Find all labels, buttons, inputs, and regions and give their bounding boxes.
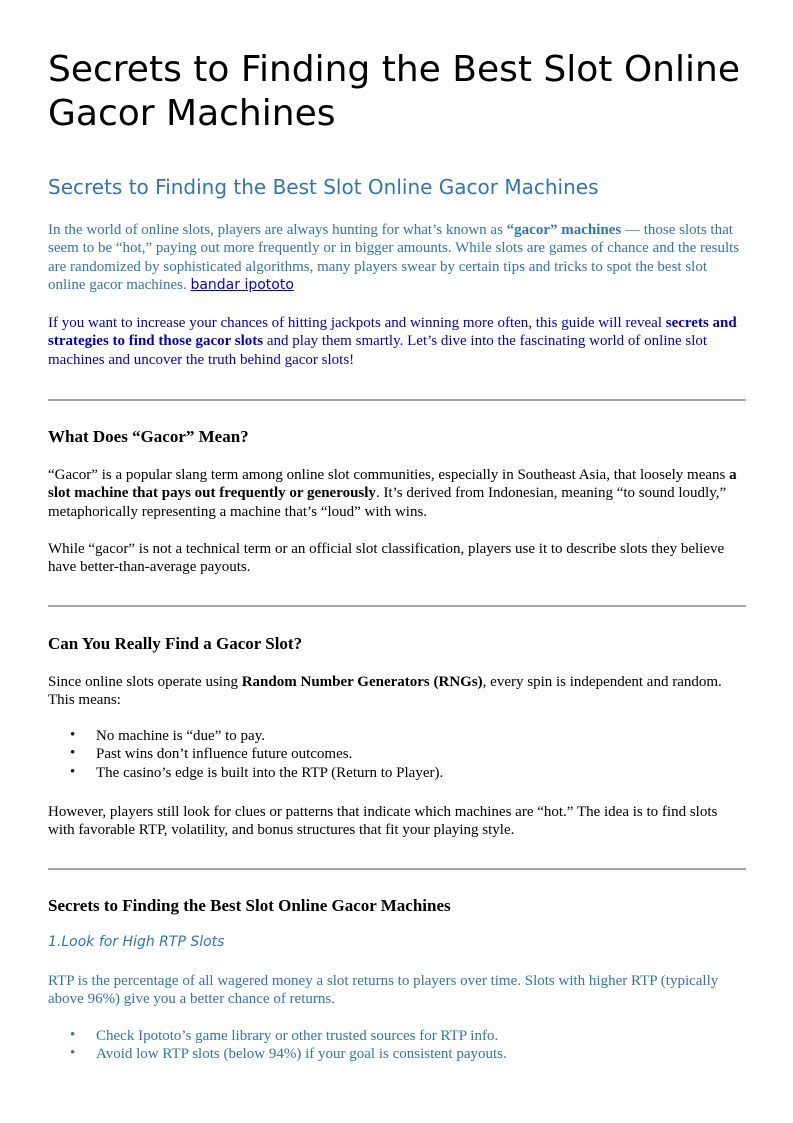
intro-p1-bold: “gacor” machines (506, 222, 622, 238)
list-item-text: Avoid low RTP slots (below 94%) if your goal is consistent payouts. (96, 1046, 507, 1063)
section1-p1-bold: a slot machine that pays out frequently or generously (48, 467, 737, 502)
intro-p1-text-a: In the world of online slots, players are always hunting for what’s known as (48, 222, 507, 238)
bullet-icon: • (70, 745, 76, 762)
document-title: Secrets to Finding the Best Slot Online Gacor Machines (48, 49, 740, 134)
section2-p1-text-a: Since online slots operate using (48, 674, 242, 690)
section-heading-gacor-meaning: What Does “Gacor” Mean? (48, 427, 249, 446)
section-heading-secrets: Secrets to Finding the Best Slot Online Gacor Machines (48, 896, 451, 915)
list-item-text: The casino’s edge is built into the RTP (Return to Player). (96, 764, 444, 781)
bullet-icon: • (70, 1045, 76, 1062)
list-item (48, 727, 746, 745)
list-item-text: No machine is “due” to pay. (96, 728, 265, 744)
section1-p1-text-c: . It’s derived from Indonesian, meaning “to sound loudly,” metaphorically representing a machine that’s “loud” with wins. (48, 485, 727, 520)
section-heading-find-gacor: Can You Really Find a Gacor Slot? (48, 634, 303, 653)
article-subtitle: Secrets to Finding the Best Slot Online Gacor Machines (48, 175, 599, 199)
intro-paragraph-2 (48, 314, 746, 369)
divider-2 (48, 605, 746, 607)
intro-p2-text-c: and play them smartly. Let’s dive into the fascinating world of online slot machines and uncover the truth behind gacor slots! (48, 333, 708, 368)
subheading-high-rtp: 1.Look for High RTP Slots (48, 934, 225, 950)
divider-3 (48, 868, 746, 870)
intro-p1-text-c: — those slots that seem to be “hot,” paying out more frequently or in bigger amounts. While slots are games of chance and the results are randomized by sophisticated algorithms, many players swear by certain tips and tricks to spot the best slot online gacor machines. (48, 222, 740, 294)
section2-p1-bold: Random Number Generators (RNGs) (241, 674, 483, 690)
rtp-bullet-list (48, 1027, 746, 1064)
bullet-icon: • (70, 1027, 76, 1043)
intro-p2-bold: secrets and strategies to find those gacor slots (48, 315, 737, 350)
section3-paragraph-1: RTP is the percentage of all wagered money a slot returns to players over time. Slots with higher RTP (typically above 96%) give you a better chance of returns. (48, 973, 719, 1008)
list-item (48, 745, 746, 763)
section1-paragraph-1 (48, 466, 746, 521)
list-item (48, 1045, 746, 1063)
section1-paragraph-2: While “gacor” is not a technical term or an official slot classification, players use it to describe slots they believe have better-than-average payouts. (48, 541, 725, 576)
section2-paragraph-2: However, players still look for clues or patterns that indicate which machines are “hot.” The idea is to find slots with favorable RTP, volatility, and bonus structures that fit your playing style. (48, 804, 718, 839)
divider-1 (48, 399, 746, 401)
section2-paragraph-1 (48, 673, 746, 710)
section2-p1-text-c: , every spin is independent and random. This means: (48, 674, 722, 709)
bandar-ipototo-link[interactable]: bandar ipototo (190, 277, 294, 294)
list-item (48, 764, 746, 782)
intro-p2-text-a: If you want to increase your chances of hitting jackpots and winning more often, this guide will reveal (48, 315, 666, 331)
bullet-icon: • (70, 763, 76, 780)
section1-p1-text-a: “Gacor” is a popular slang term among online slot communities, especially in Southeast Asia, that loosely means (48, 467, 730, 483)
list-item (48, 1027, 746, 1045)
rng-bullet-list (48, 727, 746, 782)
list-item-text: Past wins don’t influence future outcomes. (96, 746, 353, 763)
list-item-text: Check Ipototo’s game library or other trusted sources for RTP info. (96, 1028, 499, 1044)
bullet-icon: • (70, 727, 76, 743)
intro-paragraph-1 (48, 221, 746, 295)
